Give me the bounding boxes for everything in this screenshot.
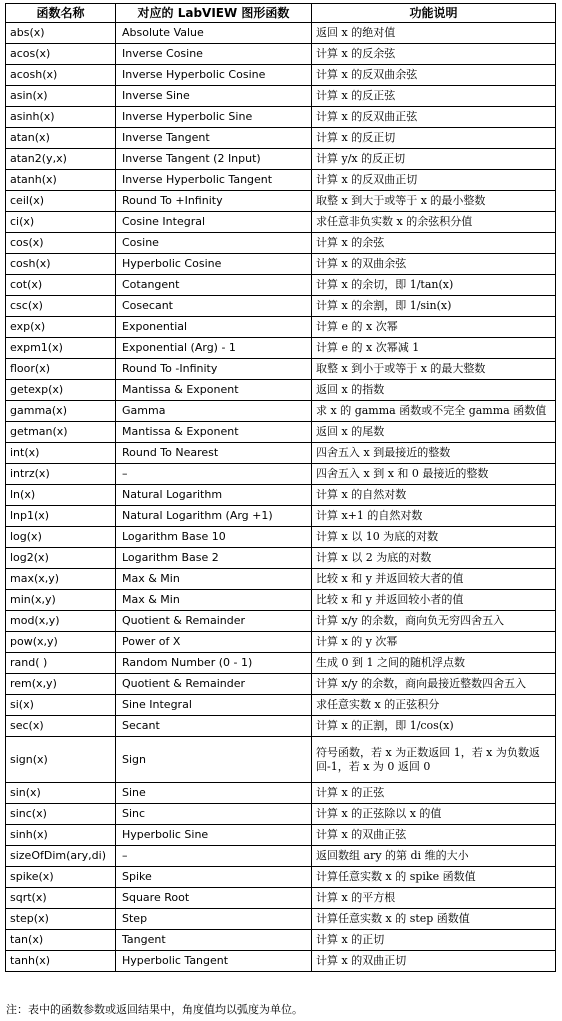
function-name-cell: atanh(x) xyxy=(6,170,116,191)
table-row xyxy=(6,506,556,527)
table-row xyxy=(6,254,556,275)
labview-function-cell: Natural Logarithm (Arg +1) xyxy=(116,506,312,527)
table-row xyxy=(6,380,556,401)
header-row xyxy=(6,4,556,23)
table-row xyxy=(6,233,556,254)
labview-function-cell: Round To Nearest xyxy=(116,443,312,464)
table-row xyxy=(6,443,556,464)
header-labview-function: 对应的 LabVIEW 图形函数 xyxy=(116,4,312,23)
table-row xyxy=(6,401,556,422)
table-row xyxy=(6,23,556,44)
function-name-cell: sinc(x) xyxy=(6,804,116,825)
labview-function-cell: Secant xyxy=(116,716,312,737)
function-name-cell: getman(x) xyxy=(6,422,116,443)
function-name-cell: atan(x) xyxy=(6,128,116,149)
table-row xyxy=(6,212,556,233)
labview-function-cell: Natural Logarithm xyxy=(116,485,312,506)
table-row xyxy=(6,590,556,611)
function-name-cell: pow(x,y) xyxy=(6,632,116,653)
function-name-cell: rand( ) xyxy=(6,653,116,674)
table-row xyxy=(6,464,556,485)
labview-function-cell: Quotient & Remainder xyxy=(116,674,312,695)
labview-function-cell: Max & Min xyxy=(116,569,312,590)
table-row xyxy=(6,149,556,170)
function-name-cell: gamma(x) xyxy=(6,401,116,422)
table-row xyxy=(6,128,556,149)
description-cell: 求任意非负实数 x 的余弦积分值 xyxy=(312,212,556,233)
labview-function-cell: Mantissa & Exponent xyxy=(116,422,312,443)
table-row xyxy=(6,65,556,86)
labview-function-cell: Exponential (Arg) - 1 xyxy=(116,338,312,359)
function-name-cell: sign(x) xyxy=(6,737,116,783)
table-row xyxy=(6,275,556,296)
table-row xyxy=(6,422,556,443)
table-row xyxy=(6,485,556,506)
labview-function-cell: Inverse Hyperbolic Sine xyxy=(116,107,312,128)
function-name-cell: sizeOfDim(ary,di) xyxy=(6,846,116,867)
labview-function-cell: Random Number (0 - 1) xyxy=(116,653,312,674)
labview-function-cell: Max & Min xyxy=(116,590,312,611)
labview-function-cell: Hyperbolic Cosine xyxy=(116,254,312,275)
function-name-cell: asinh(x) xyxy=(6,107,116,128)
description-cell: 计算任意实数 x 的 spike 函数值 xyxy=(312,867,556,888)
table-row xyxy=(6,569,556,590)
description-cell: 计算 x 的反余弦 xyxy=(312,44,556,65)
table-row xyxy=(6,653,556,674)
function-name-cell: step(x) xyxy=(6,909,116,930)
labview-function-cell: Quotient & Remainder xyxy=(116,611,312,632)
function-name-cell: csc(x) xyxy=(6,296,116,317)
function-name-cell: asin(x) xyxy=(6,86,116,107)
function-name-cell: sinh(x) xyxy=(6,825,116,846)
table-row xyxy=(6,737,556,783)
description-cell: 返回 x 的指数 xyxy=(312,380,556,401)
description-cell: 计算 x 的反正弦 xyxy=(312,86,556,107)
labview-function-cell: – xyxy=(116,846,312,867)
function-name-cell: sec(x) xyxy=(6,716,116,737)
table-row xyxy=(6,930,556,951)
description-cell: 计算 x 的平方根 xyxy=(312,888,556,909)
table-row xyxy=(6,317,556,338)
labview-function-cell: Spike xyxy=(116,867,312,888)
table-row xyxy=(6,888,556,909)
function-name-cell: rem(x,y) xyxy=(6,674,116,695)
function-name-cell: cos(x) xyxy=(6,233,116,254)
description-cell: 计算 y/x 的反正切 xyxy=(312,149,556,170)
function-name-cell: ceil(x) xyxy=(6,191,116,212)
description-cell: 计算 x 的余切，即 1/tan(x) xyxy=(312,275,556,296)
table-row xyxy=(6,170,556,191)
description-cell: 计算 e 的 x 次幂减 1 xyxy=(312,338,556,359)
description-cell: 计算 x 的余割，即 1/sin(x) xyxy=(312,296,556,317)
function-name-cell: sin(x) xyxy=(6,783,116,804)
description-cell: 比较 x 和 y 并返回较小者的值 xyxy=(312,590,556,611)
header-function-name: 函数名称 xyxy=(6,4,116,23)
table-row xyxy=(6,846,556,867)
table-row xyxy=(6,825,556,846)
labview-function-cell: Cosecant xyxy=(116,296,312,317)
labview-function-cell: Logarithm Base 10 xyxy=(116,527,312,548)
table-row xyxy=(6,783,556,804)
labview-function-cell: Gamma xyxy=(116,401,312,422)
description-cell: 计算 x 的正弦除以 x 的值 xyxy=(312,804,556,825)
labview-function-cell: Inverse Sine xyxy=(116,86,312,107)
description-cell: 计算 x 的正弦 xyxy=(312,783,556,804)
table-row xyxy=(6,909,556,930)
function-name-cell: max(x,y) xyxy=(6,569,116,590)
function-name-cell: min(x,y) xyxy=(6,590,116,611)
function-name-cell: cot(x) xyxy=(6,275,116,296)
table-row xyxy=(6,804,556,825)
labview-function-cell: Logarithm Base 2 xyxy=(116,548,312,569)
description-cell: 计算 x 的正切 xyxy=(312,930,556,951)
description-cell: 计算 x 的双曲正切 xyxy=(312,951,556,972)
description-cell: 计算 x/y 的余数，商向负无穷四舍五入 xyxy=(312,611,556,632)
function-name-cell: atan2(y,x) xyxy=(6,149,116,170)
function-name-cell: spike(x) xyxy=(6,867,116,888)
labview-function-cell: Cosine Integral xyxy=(116,212,312,233)
table-row xyxy=(6,44,556,65)
description-cell: 计算 x 的反双曲正弦 xyxy=(312,107,556,128)
table-row xyxy=(6,611,556,632)
function-name-cell: tan(x) xyxy=(6,930,116,951)
description-cell: 取整 x 到小于或等于 x 的最大整数 xyxy=(312,359,556,380)
description-cell: 四舍五入 x 到最接近的整数 xyxy=(312,443,556,464)
description-cell: 计算 e 的 x 次幂 xyxy=(312,317,556,338)
labview-function-cell: Mantissa & Exponent xyxy=(116,380,312,401)
description-cell: 计算 x 的反双曲正切 xyxy=(312,170,556,191)
description-cell: 计算 x 以 2 为底的对数 xyxy=(312,548,556,569)
description-cell: 计算 x 的余弦 xyxy=(312,233,556,254)
function-name-cell: getexp(x) xyxy=(6,380,116,401)
function-name-cell: acosh(x) xyxy=(6,65,116,86)
function-name-cell: ci(x) xyxy=(6,212,116,233)
header-description: 功能说明 xyxy=(312,4,556,23)
function-name-cell: tanh(x) xyxy=(6,951,116,972)
description-cell: 计算 x 的正割，即 1/cos(x) xyxy=(312,716,556,737)
labview-function-cell: Hyperbolic Sine xyxy=(116,825,312,846)
labview-function-cell: Sinc xyxy=(116,804,312,825)
description-cell: 计算 x 的 y 次幂 xyxy=(312,632,556,653)
function-name-cell: cosh(x) xyxy=(6,254,116,275)
table-row xyxy=(6,191,556,212)
function-name-cell: expm1(x) xyxy=(6,338,116,359)
description-cell: 取整 x 到大于或等于 x 的最小整数 xyxy=(312,191,556,212)
function-name-cell: intrz(x) xyxy=(6,464,116,485)
table-row xyxy=(6,716,556,737)
description-cell: 计算 x 的反双曲余弦 xyxy=(312,65,556,86)
table-row xyxy=(6,359,556,380)
function-name-cell: log2(x) xyxy=(6,548,116,569)
function-name-cell: ln(x) xyxy=(6,485,116,506)
description-cell: 返回 x 的绝对值 xyxy=(312,23,556,44)
labview-function-cell: Step xyxy=(116,909,312,930)
table-row xyxy=(6,338,556,359)
description-cell: 求任意实数 x 的正弦积分 xyxy=(312,695,556,716)
labview-function-cell: Power of X xyxy=(116,632,312,653)
function-table xyxy=(5,3,556,972)
labview-function-cell: Inverse Tangent (2 Input) xyxy=(116,149,312,170)
table-row xyxy=(6,695,556,716)
description-cell: 计算 x 的双曲正弦 xyxy=(312,825,556,846)
labview-function-cell: Square Root xyxy=(116,888,312,909)
labview-function-cell: Cotangent xyxy=(116,275,312,296)
function-name-cell: abs(x) xyxy=(6,23,116,44)
function-name-cell: si(x) xyxy=(6,695,116,716)
description-cell: 计算任意实数 x 的 step 函数值 xyxy=(312,909,556,930)
function-name-cell: int(x) xyxy=(6,443,116,464)
function-name-cell: acos(x) xyxy=(6,44,116,65)
description-cell: 计算 x 的自然对数 xyxy=(312,485,556,506)
labview-function-cell: Inverse Hyperbolic Tangent xyxy=(116,170,312,191)
table-row xyxy=(6,674,556,695)
function-name-cell: lnp1(x) xyxy=(6,506,116,527)
table-row xyxy=(6,527,556,548)
description-cell: 生成 0 到 1 之间的随机浮点数 xyxy=(312,653,556,674)
description-cell: 计算 x 的反正切 xyxy=(312,128,556,149)
labview-function-cell: Sign xyxy=(116,737,312,783)
table-row xyxy=(6,632,556,653)
labview-function-cell: Round To +Infinity xyxy=(116,191,312,212)
function-name-cell: sqrt(x) xyxy=(6,888,116,909)
table-row xyxy=(6,951,556,972)
labview-function-cell: Sine Integral xyxy=(116,695,312,716)
footnote: 注：表中的函数参数或返回结果中，角度值均以弧度为单位。 xyxy=(6,1003,303,1016)
table-row xyxy=(6,107,556,128)
labview-function-cell: Exponential xyxy=(116,317,312,338)
description-cell: 计算 x+1 的自然对数 xyxy=(312,506,556,527)
description-cell: 求 x 的 gamma 函数或不完全 gamma 函数值 xyxy=(312,401,556,422)
description-cell: 符号函数，若 x 为正数返回 1，若 x 为负数返回-1，若 x 为 0 返回 0 xyxy=(312,737,556,783)
table-row xyxy=(6,548,556,569)
labview-function-cell: – xyxy=(116,464,312,485)
table-row xyxy=(6,86,556,107)
labview-function-cell: Inverse Tangent xyxy=(116,128,312,149)
function-name-cell: log(x) xyxy=(6,527,116,548)
description-cell: 计算 x 以 10 为底的对数 xyxy=(312,527,556,548)
function-name-cell: exp(x) xyxy=(6,317,116,338)
labview-function-cell: Sine xyxy=(116,783,312,804)
description-cell: 返回 x 的尾数 xyxy=(312,422,556,443)
description-cell: 返回数组 ary 的第 di 维的大小 xyxy=(312,846,556,867)
description-cell: 比较 x 和 y 并返回较大者的值 xyxy=(312,569,556,590)
description-cell: 四舍五入 x 到 x 和 0 最接近的整数 xyxy=(312,464,556,485)
function-name-cell: mod(x,y) xyxy=(6,611,116,632)
table-row xyxy=(6,296,556,317)
description-cell: 计算 x 的双曲余弦 xyxy=(312,254,556,275)
function-name-cell: floor(x) xyxy=(6,359,116,380)
labview-function-cell: Absolute Value xyxy=(116,23,312,44)
labview-function-cell: Tangent xyxy=(116,930,312,951)
labview-function-cell: Inverse Hyperbolic Cosine xyxy=(116,65,312,86)
labview-function-cell: Inverse Cosine xyxy=(116,44,312,65)
labview-function-cell: Cosine xyxy=(116,233,312,254)
labview-function-cell: Round To -Infinity xyxy=(116,359,312,380)
table-row xyxy=(6,867,556,888)
description-cell: 计算 x/y 的余数，商向最接近整数四舍五入 xyxy=(312,674,556,695)
labview-function-cell: Hyperbolic Tangent xyxy=(116,951,312,972)
